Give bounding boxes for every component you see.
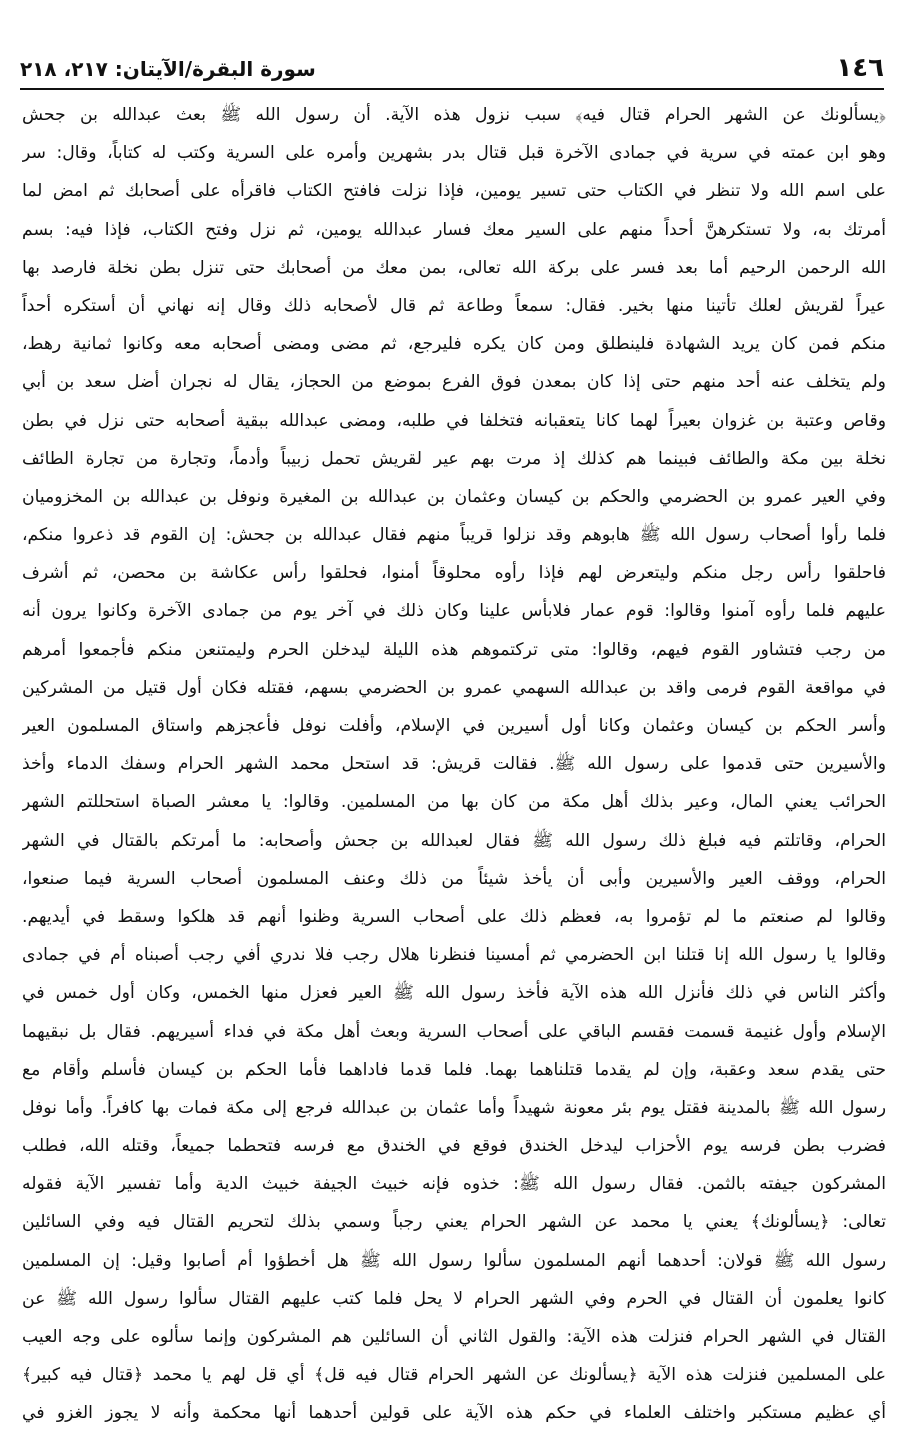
text-line: وأسر الحكم بن كيسان وعثمان وكانا أول أسيرين في الإسلام، وأفلت نوفل فأعجزهم واستاق المسلمون العير — [22, 716, 886, 736]
text-line: أي عظيم مستكبر واختلف العلماء في حكم هذه الآية على قولين أحدهما أنها محكمة وأنه لا يجوز الغزو في — [22, 1403, 886, 1424]
text-line: فضرب بطن فرسه يوم الأحزاب ليدخل الخندق فوقع في الخندق مع فرسه فتحطما جميعاً، وقتله الله، فطلب — [22, 1136, 886, 1157]
text-line: رسول الله ﷺ بالمدينة فقتل يوم بئر معونة شهيداً وأما عثمان بن عبدالله فرجع إلى مكة فمات بها كافراً. وأما نوفل — [22, 1097, 886, 1118]
text-line: منكم فمن كان يريد الشهادة فلينطلق ومن كان يكره فليرجع، ثم مضى ومضى أصحابه معه وكانوا ثمانية رهط، — [22, 334, 886, 355]
text-line: عيراً لقريش لعلك تأتينا منها بخير. فقال: سمعاً وطاعة ثم قال لأصحابه ذلك وقال إنه نهاني أن أستكره أحداً — [22, 295, 886, 316]
text-line: نخلة بين مكة والطائف فبينما هم كذلك إذ مرت بهم عير لقريش تحمل زبيباً وأدماً، وتجارة من تجارة الطائف — [22, 448, 886, 469]
text-line: كانوا يعلمون أن القتال في الحرم وفي الشهر الحرام لا يحل فلما كتب عليهم القتال سألوا رسول الله ﷺ عن — [22, 1288, 886, 1309]
text-line: ﴿يسألونك عن الشهر الحرام قتال فيه﴾ سبب نزول هذه الآية. أن رسول الله ﷺ بعث عبدالله بن جحش — [22, 105, 886, 125]
text-line: الحرائب يعني المال، وعير بذلك أهل مكة من كان بها من المسلمين. وقالوا: يا معشر الصباة استحللتم الشهر — [22, 792, 886, 813]
text-line: وأكثر الناس في ذلك فأنزل الله هذه الآية فأخذ رسول الله ﷺ العير فعزل منها الخمس، وكان أول خمس في — [22, 983, 886, 1004]
text-line: وقالوا لم صنعتم ما لم تؤمروا به، فعظم ذلك على أصحاب السرية وظنوا أنهم قد هلكوا وسقط في أيديهم. — [22, 906, 886, 927]
text-line: فاحلقوا رأس رجل منكم وليتعرض لهم فإذا رأوه محلوقاً أمنوا، فحلقوا رأس عكاشة بن محصن، ثم أشرف — [22, 563, 886, 584]
text-line: الإسلام وأول غنيمة قسمت فقسم الباقي على أصحاب السرية وبعث أهل مكة في فداء أسيريهم. فقال بل نبقيهما — [22, 1021, 886, 1042]
body-text — [22, 96, 886, 1433]
page-header — [20, 52, 884, 92]
text-line: تعالى: ﴿يسألونك﴾ يعني يا محمد عن الشهر الحرام يعني رجباً وسمي بذلك لتحريم القتال فيه وفي السائلين — [22, 1212, 886, 1233]
text-line: حتى يقدم سعد وعقبة، وإن لم يقدما قتلناهما بهما. فلما قدما فاداهما فأما الحكم بن كيسان فأسلم وأقام مع — [22, 1059, 886, 1080]
text-line: رسول الله ﷺ قولان: أحدهما أنهم المسلمون سألوا رسول الله ﷺ هل أخطؤوا أم أصابوا وقيل: إن المسلمين — [22, 1250, 886, 1271]
running-title: سورة البقرة/الآيتان: ٢١٧، ٢١٨ — [20, 57, 316, 81]
text-line: وقاص وعتبة بن غزوان بعيراً لهما كانا يتعقبانه فتخلفا في طلبه، ومضى عبدالله ببقية أصحابه حتى نزل في بطن — [22, 410, 886, 431]
text-line: وهو ابن عمته في سرية في جمادى الآخرة قبل قتال بدر بشهرين وأمره على السرية وكتب له كتاباً، وقال: سر — [22, 143, 886, 164]
text-line: الحرام، ووقف العير والأسيرين وأبى أن يأخذ شيئاً من ذلك وعنف المسلمون أصحاب السرية فيما صنعوا، — [22, 868, 886, 889]
text-line: والأسيرين حتى قدموا على رسول الله ﷺ. فقالت قريش: قد استحل محمد الشهر الحرام وسفك الدماء وأخذ — [22, 754, 886, 775]
text-line: على اسم الله ولا تنظر في الكتاب حتى تسير يومين، فإذا نزلت فافتح الكتاب فاقرأه على أصحابك ثم امض لما — [22, 181, 886, 202]
text-line: القتال في الشهر الحرام فنزلت هذه الآية: والقول الثاني أن السائلين هم المشركون وإنما سألوه على وجه العيب — [22, 1327, 886, 1347]
text-line: وقالوا يا رسول الله إنا قتلنا ابن الحضرمي ثم أمسينا فنظرنا هلال رجب فلا ندري أفي رجب أصبناه أم في جمادى — [22, 945, 886, 966]
text-line: الله الرحمن الرحيم أما بعد فسر على بركة الله تعالى، بمن معك من أصحابك حتى تنزل بطن نخلة فارصد بها — [22, 257, 886, 278]
text-line: وفي العير عمرو بن الحضرمي والحكم بن كيسان وعثمان بن عبدالله بن المغيرة ونوفل بن عبدالله بن المخزوميان — [22, 486, 886, 507]
text-line: في مواقعة القوم فرمى واقد بن عبدالله السهمي عمرو بن الحضرمي بسهم، فقتله فكان أول قتيل من المشركين — [22, 677, 886, 698]
text-line: فلما رأوا أصحاب رسول الله ﷺ هابوهم وقد نزلوا قريباً منهم فقال عبدالله بن جحش: إن القوم قد ذعروا منكم، — [22, 525, 886, 546]
text-line: من رجب فتشاور القوم فيهم، وقالوا: متى تركتموهم هذه الليلة ليدخلن الحرم وليمتنعن منكم فأجمعوا أمرهم — [22, 639, 886, 660]
header-rule — [20, 88, 884, 90]
text-line: على المسلمين فنزلت هذه الآية ﴿يسألونك عن الشهر الحرام قتال فيه قل﴾ أي قل لهم يا محمد ﴿قتال فيه كبير﴾ — [22, 1365, 886, 1386]
text-line: الحرام، وقاتلتم فيه فبلغ ذلك رسول الله ﷺ فقال لعبدالله بن جحش وأصحابه: ما أمرتكم بالقتال في الشهر — [22, 830, 886, 851]
text-line: عليهم فلما رأوه آمنوا وقالوا: قوم عمار فلابأس علينا وكان ذلك في آخر يوم من جمادى الآخرة وكانوا يرون أنه — [22, 601, 886, 622]
page-number: ١٤٦ — [836, 53, 884, 83]
text-line: المشركون جيفته بالثمن. فقال رسول الله ﷺ: خذوه فإنه خبيث الجيفة خبيث الدية وأما تفسير الآية فقوله — [22, 1174, 886, 1195]
text-line: ولم يتخلف عنه أحد منهم حتى إذا كان بمعدن فوق الفرع بموضع من الحجاز، يقال له نجران أضل سعد بن أبي — [22, 372, 886, 393]
text-line: أمرتك به، ولا تستكرهنَّ أحداً منهم على السير معك فسار عبدالله يومين، ثم نزل وفتح الكتاب، فإذا فيه: بسم — [22, 219, 886, 240]
